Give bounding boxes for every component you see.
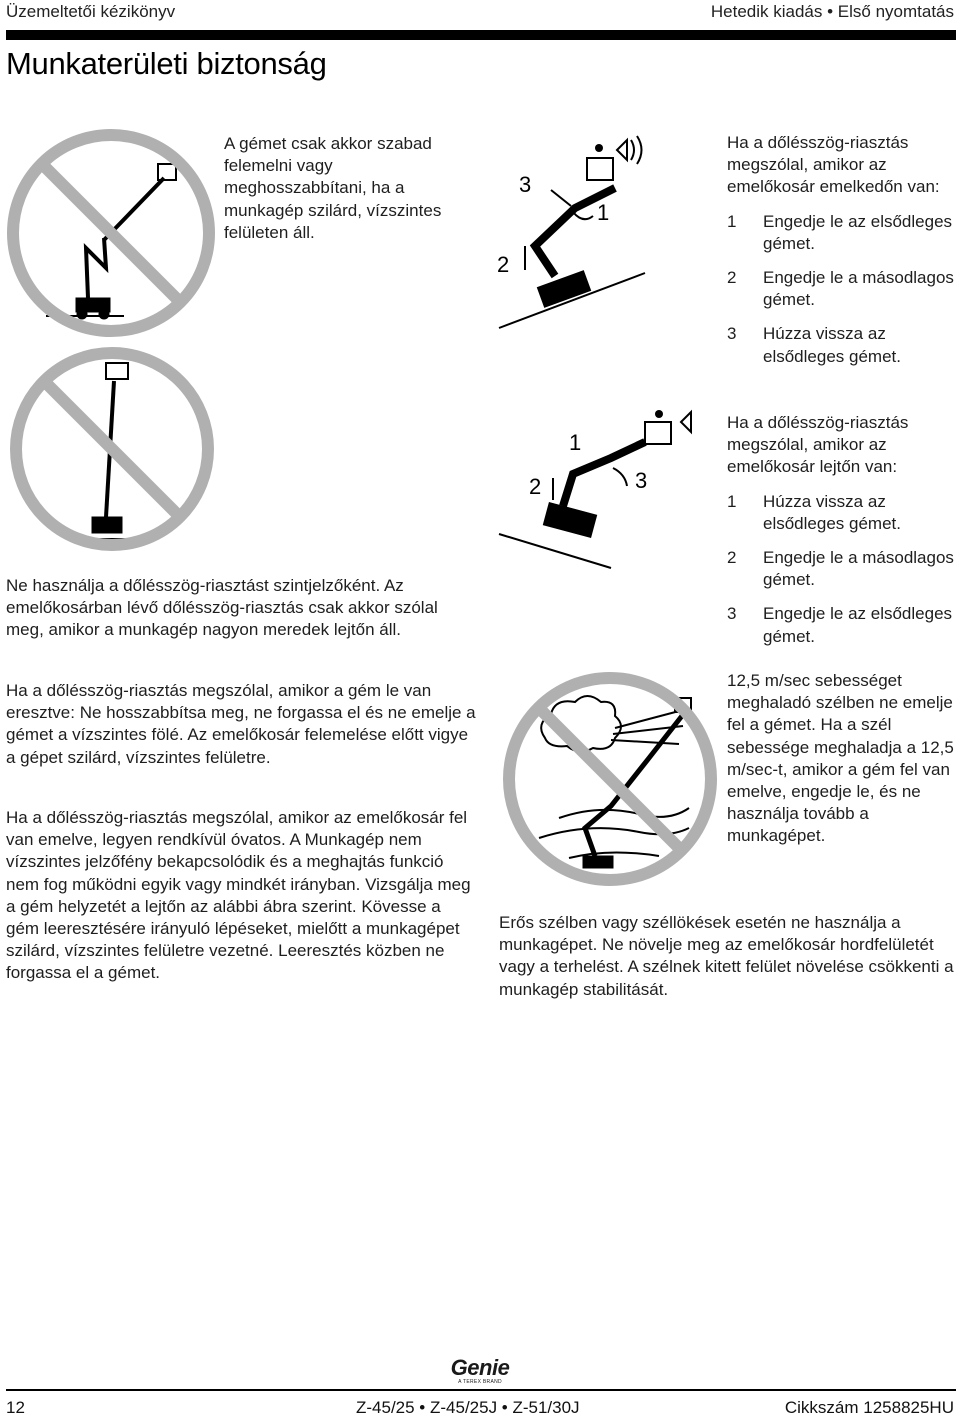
uphill-heading: Ha a dőlésszög-riasztás megszólal, amikor az emelőkosár emelkedőn van:: [727, 133, 940, 197]
downhill-label-2: 2: [529, 474, 542, 499]
paragraph-platform-raised: Ha a dőlésszög-riasztás megszólal, amikor az emelőkosár fel van emelve, legyen rendkívül óvatos. A Munkagép nem vízszintes jelzőfény bekapcsolódik és a meghajtás funkció nem fog működni egyik vagy mindkét irányban. Vizsgálja meg a gém helyzetét a lejtőn az alábbi ábra szerint. Kövesse a gém leeresztésére irányuló lépéseket, mielőtt a munkagépet szilárd, vízszintes felületre vezetné. Leeresztés közben ne forgassa el a gémet.: [6, 808, 471, 983]
footer-rule: [6, 1389, 956, 1391]
footer-page-number: 12: [6, 1398, 25, 1417]
no-high-wind-icon: [499, 668, 721, 890]
uphill-label-3: 3: [519, 172, 532, 197]
downhill-step: 1 Húzza vissza az elsődleges gémet.: [727, 491, 901, 533]
header-rule: [6, 30, 956, 40]
downhill-label-1: 1: [569, 430, 582, 455]
logo-brand: Genie: [450, 1355, 510, 1380]
uphill-step: 3 Húzza vissza az elsődleges gémet.: [727, 324, 901, 366]
uphill-label-1: 1: [597, 200, 610, 225]
downhill-boom-diagram: [495, 408, 705, 573]
wind-caption: 12,5 m/sec sebességet meghaladó szélben ne emelje fel a gémet. Ha a szél sebessége meghaladja a 12,5 m/sec-t, amikor a gém fel van emelve, engedje le, és ne használja tovább a munkagépet.: [727, 671, 954, 846]
page-title: Munkaterületi biztonság: [6, 46, 327, 81]
downhill-heading: Ha a dőlésszög-riasztás megszólal, amikor az emelőkosár lejtőn van:: [727, 413, 909, 477]
downhill-label-3: 3: [635, 468, 648, 493]
footer-models: Z-45/25 • Z-45/25J • Z-51/30J: [356, 1398, 580, 1417]
uphill-step: 1 Engedje le az elsődleges gémet.: [727, 211, 953, 253]
paragraph-level-warning: Ne használja a dőlésszög-riasztást szintjelzőként. Az emelőkosárban lévő dőlésszög-riasztás csak akkor szólal meg, amikor a munkagép nagyon meredek lejtőn áll.: [6, 576, 438, 640]
footer-part-number: Cikkszám 1258825HU: [784, 1398, 954, 1417]
uphill-step: 2 Engedje le a másodlagos gémet.: [727, 268, 954, 310]
no-tall-boom-icon: [6, 345, 216, 545]
paragraph-boom-lowered: Ha a dőlésszög-riasztás megszólal, amikor a gém le van eresztve: Ne hosszabbítsa meg, ne forgassa el és ne emelje a gémet a vízszintes fölé. Az emelőkosár felemelése előtt vigye a gépet szilárd, vízszintes felületre.: [6, 681, 476, 767]
uphill-boom-diagram: [495, 128, 695, 333]
downhill-instructions: [727, 412, 957, 660]
uphill-label-2: 2: [497, 252, 510, 277]
intro-text: A gémet csak akkor szabad felemelni vagy meghosszabbítani, ha a munkagép szilárd, vízszintes felületen áll.: [224, 134, 442, 242]
downhill-step: 3 Engedje le az elsődleges gémet.: [727, 604, 953, 646]
no-slope-lift-icon: [6, 128, 216, 338]
header-edition: Hetedik kiadás • Első nyomtatás: [710, 2, 954, 21]
header-manual-title: Üzemeltetői kézikönyv: [6, 2, 176, 21]
uphill-instructions: [727, 132, 957, 380]
logo-tagline: A TEREX BRAND: [458, 1379, 502, 1385]
genie-logo: [440, 1357, 520, 1385]
wind-paragraph: Erős szélben vagy széllökések esetén ne használja a munkagépet. Ne növelje meg az emelőkosár hordfelületét vagy a terhelést. A szélnek kitett felület növelése csökkenti a munkagép stabilitását.: [499, 913, 954, 999]
downhill-step: 2 Engedje le a másodlagos gémet.: [727, 548, 954, 590]
